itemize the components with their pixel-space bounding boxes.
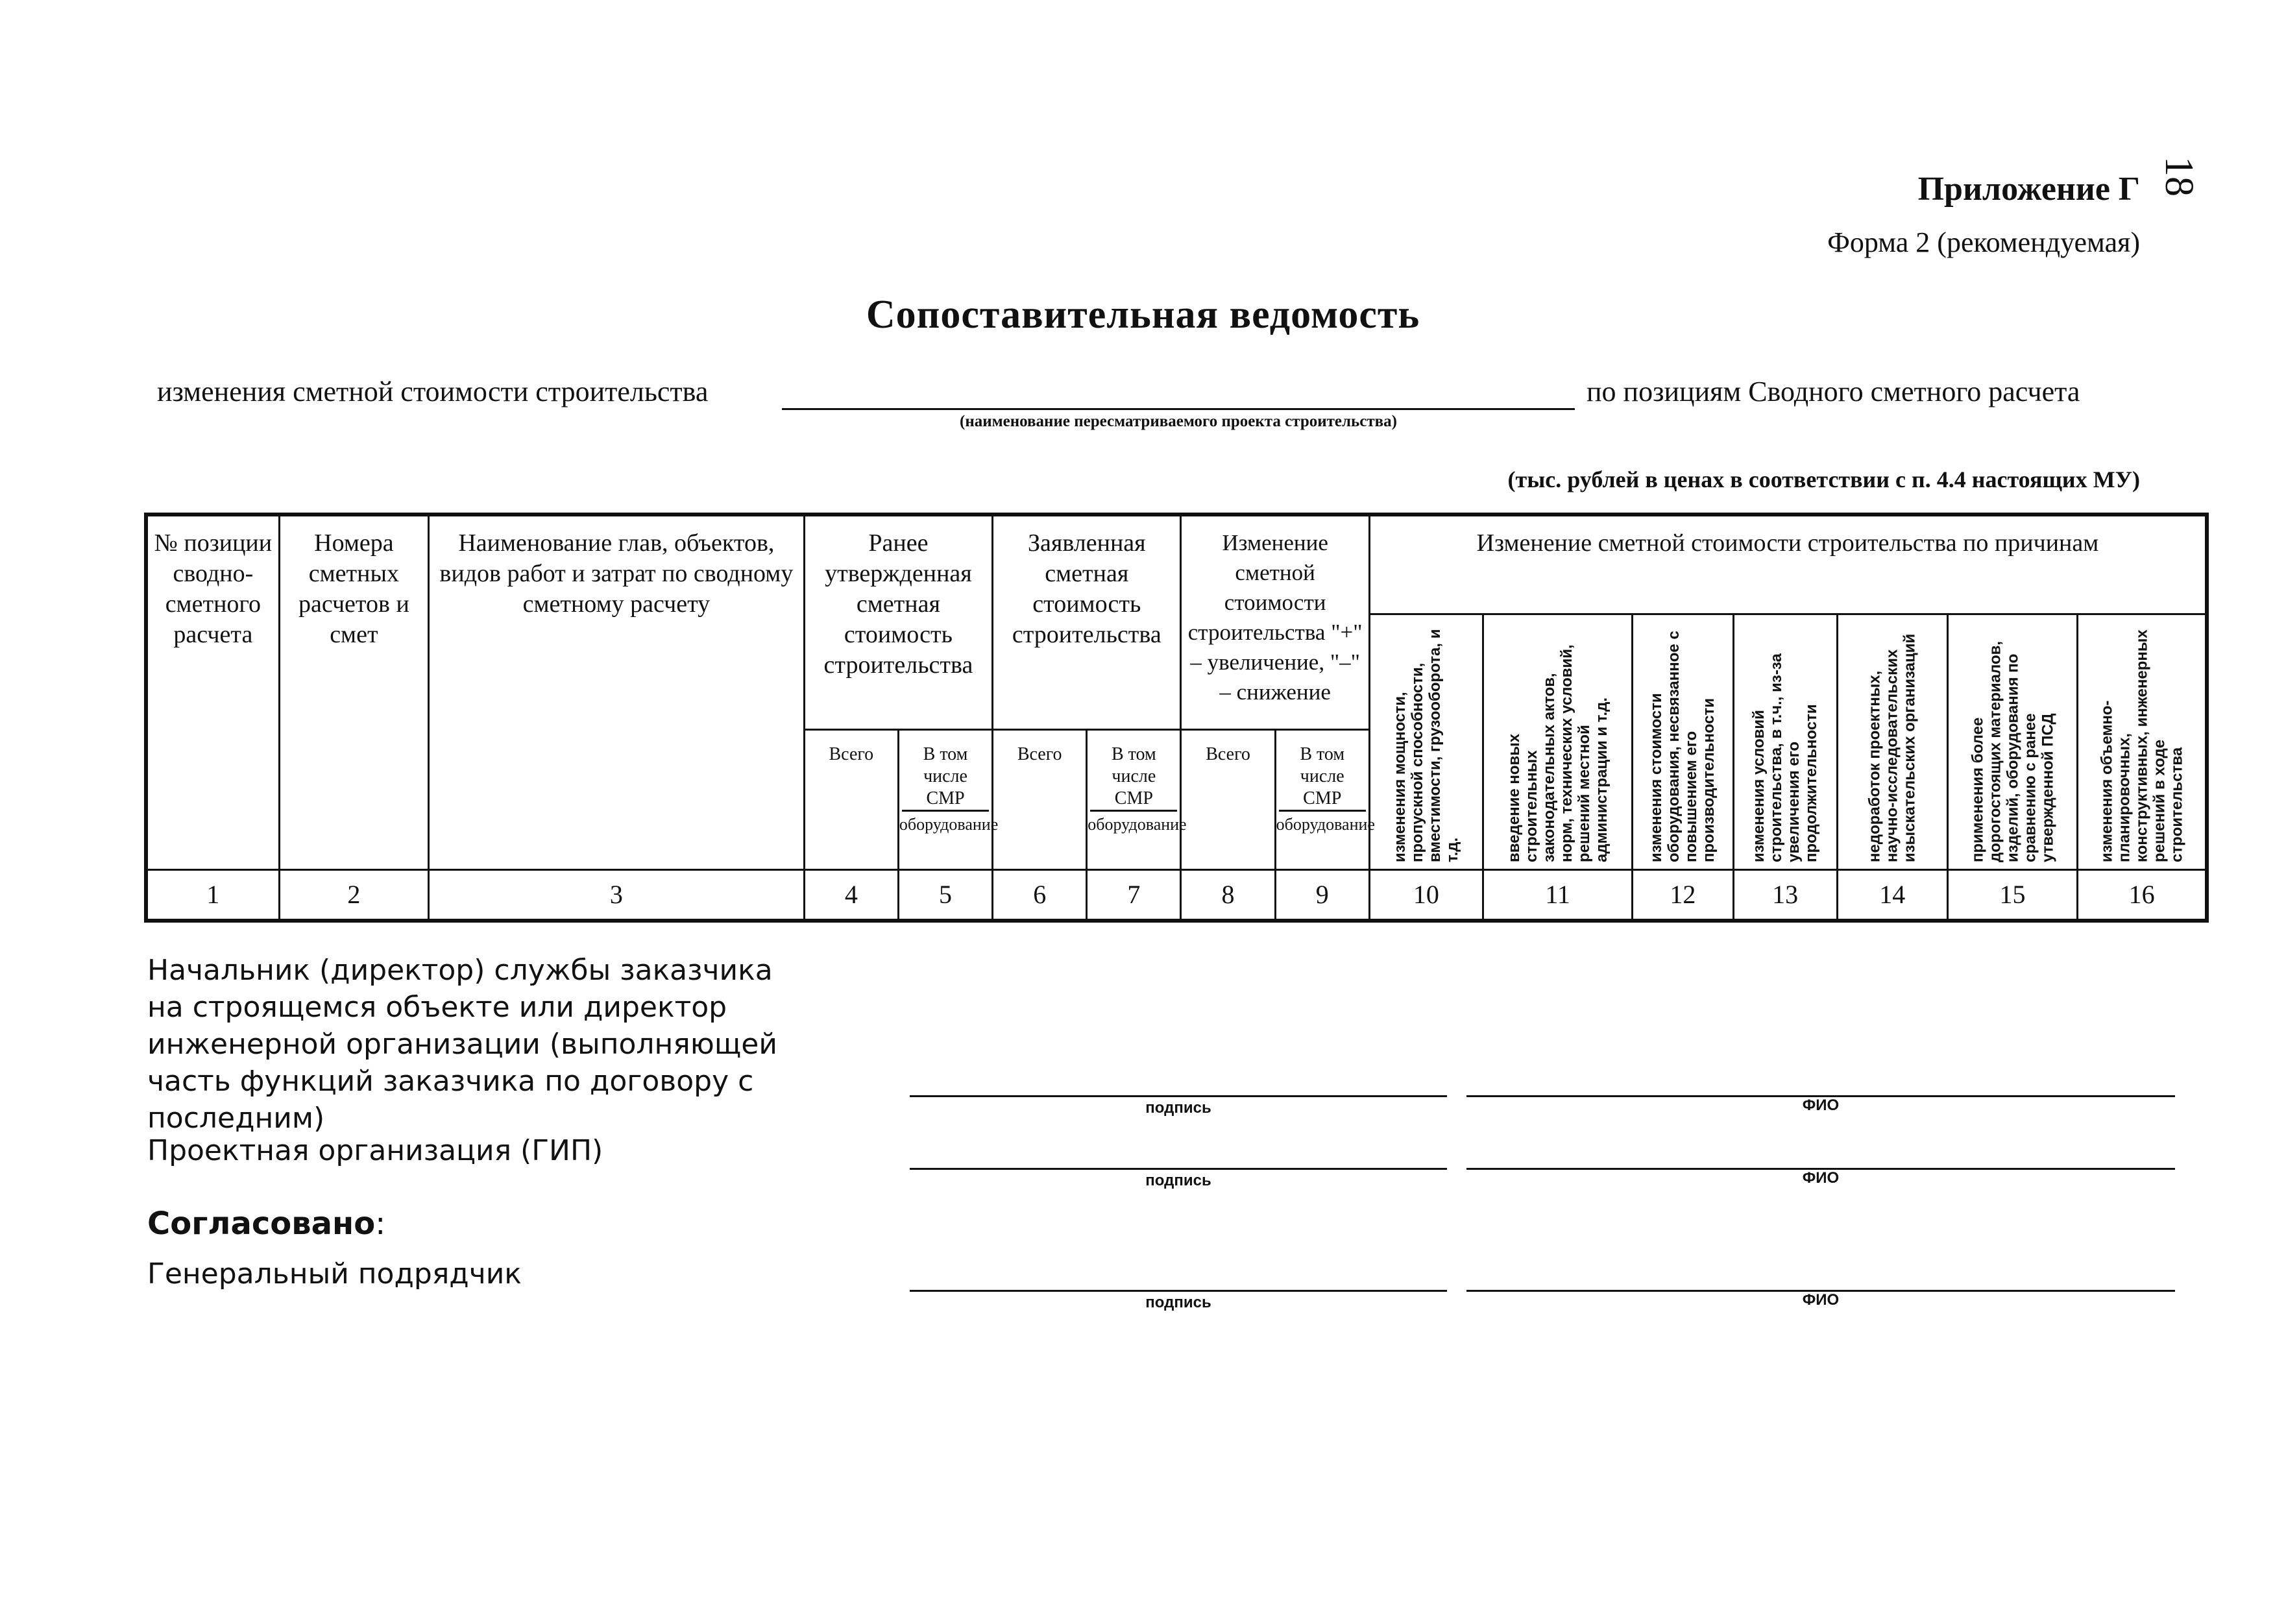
contractor-label: Генеральный подрядчик <box>147 1257 522 1291</box>
declared-total: Всего <box>993 729 1087 869</box>
col-number: 7 <box>1087 869 1181 921</box>
header-change: Изменение сметной стоимости строительства "+" – увеличение, "–" – снижение <box>1181 515 1369 729</box>
appendix-label: Приложение Г <box>1917 171 2140 208</box>
subtitle-right: по позициям Сводного сметного расчета <box>1587 376 2080 407</box>
header-reasons: Изменение сметной стоимости строительства по причинам <box>1369 515 2207 614</box>
comparison-table <box>144 513 2209 923</box>
col-number: 5 <box>898 869 992 921</box>
form-label: Форма 2 (рекомендуемая) <box>1827 226 2140 258</box>
change-incl: В том числе СМР оборудование <box>1275 729 1369 869</box>
col-number: 6 <box>993 869 1087 921</box>
change-total: Всего <box>1181 729 1275 869</box>
project-name-field[interactable] <box>782 408 1575 410</box>
header-estimates: Номера сметных расчетов и смет <box>279 515 428 869</box>
reason-design-changes: изменения объемно-планировочных, конструктивных, инженерных решений в ходе строительства <box>2078 614 2207 869</box>
customer-label: Начальник (директор) службы заказчика на строящемся объекте или директор инженерной организации (выполняющей часть функций заказчика по договору с последним) <box>147 954 777 1135</box>
reason-conditions: изменения условий строительства, в т.ч., из-за увеличения его продолжительности <box>1733 614 1837 869</box>
declared-incl: В том числе СМР оборудование <box>1087 729 1181 869</box>
units-note: (тыс. рублей в ценах в соответствии с п. 4.4 настоящих МУ) <box>1507 467 2140 492</box>
reason-new-norms: введение новых строительных законодательных актов, норм, технических условий, решений местной администрации и т.д. <box>1483 614 1633 869</box>
col-number: 11 <box>1483 869 1633 921</box>
designer-label: Проектная организация (ГИП) <box>147 1134 603 1167</box>
project-name-caption: (наименование пересматриваемого проекта строительства) <box>960 413 1397 430</box>
contractor-name-caption: ФИО <box>1802 1291 1840 1309</box>
column-numbers-row <box>146 869 2207 921</box>
col-number: 3 <box>429 869 805 921</box>
approved-incl: В том числе СМР оборудование <box>898 729 992 869</box>
col-number: 13 <box>1733 869 1837 921</box>
header-approved: Ранее утвержденная сметная стоимость строительства <box>804 515 992 729</box>
col-number: 14 <box>1837 869 1947 921</box>
designer-sign-caption: подпись <box>1145 1172 1211 1189</box>
customer-sign-caption: подпись <box>1145 1099 1211 1117</box>
col-number: 16 <box>2078 869 2207 921</box>
col-number: 10 <box>1369 869 1483 921</box>
designer-sign-field[interactable] <box>910 1168 1447 1170</box>
document-title: Сопоставительная ведомость <box>866 293 1420 337</box>
contractor-sign-caption: подпись <box>1145 1294 1211 1311</box>
approved-total: Всего <box>804 729 898 869</box>
col-number: 9 <box>1275 869 1369 921</box>
page-number: 18 <box>2157 156 2201 197</box>
reason-expensive-materials: применения более дорогостоящих материалов, изделий, оборудования по сравнению с ранее утвержденной ПСД <box>1947 614 2077 869</box>
col-number: 15 <box>1947 869 2077 921</box>
reason-design-flaws: недоработок проектных, научно-исследовательских изыскательских организаций <box>1837 614 1947 869</box>
reason-equipment-cost: изменения стоимости оборудования, несвязанное с повышением его производительности <box>1633 614 1733 869</box>
col-number: 12 <box>1633 869 1733 921</box>
header-declared: Заявленная сметная стоимость строительства <box>993 515 1181 729</box>
col-number: 8 <box>1181 869 1275 921</box>
col-number: 1 <box>146 869 279 921</box>
customer-sign-field[interactable] <box>910 1095 1447 1097</box>
reason-capacity: изменения мощности, пропускной способности, вместимости, грузооборота, и т.д. <box>1369 614 1483 869</box>
customer-name-caption: ФИО <box>1802 1097 1840 1114</box>
col-number: 4 <box>804 869 898 921</box>
col-number: 2 <box>279 869 428 921</box>
contractor-sign-field[interactable] <box>910 1290 1447 1292</box>
agreed-label: Согласовано: <box>147 1206 386 1242</box>
header-names: Наименование глав, объектов, видов работ и затрат по сводному сметному расчету <box>429 515 805 869</box>
header-position: № позиции сводно-сметного расчета <box>146 515 279 869</box>
designer-name-caption: ФИО <box>1802 1169 1840 1187</box>
subtitle-left: изменения сметной стоимости строительства <box>157 376 709 407</box>
